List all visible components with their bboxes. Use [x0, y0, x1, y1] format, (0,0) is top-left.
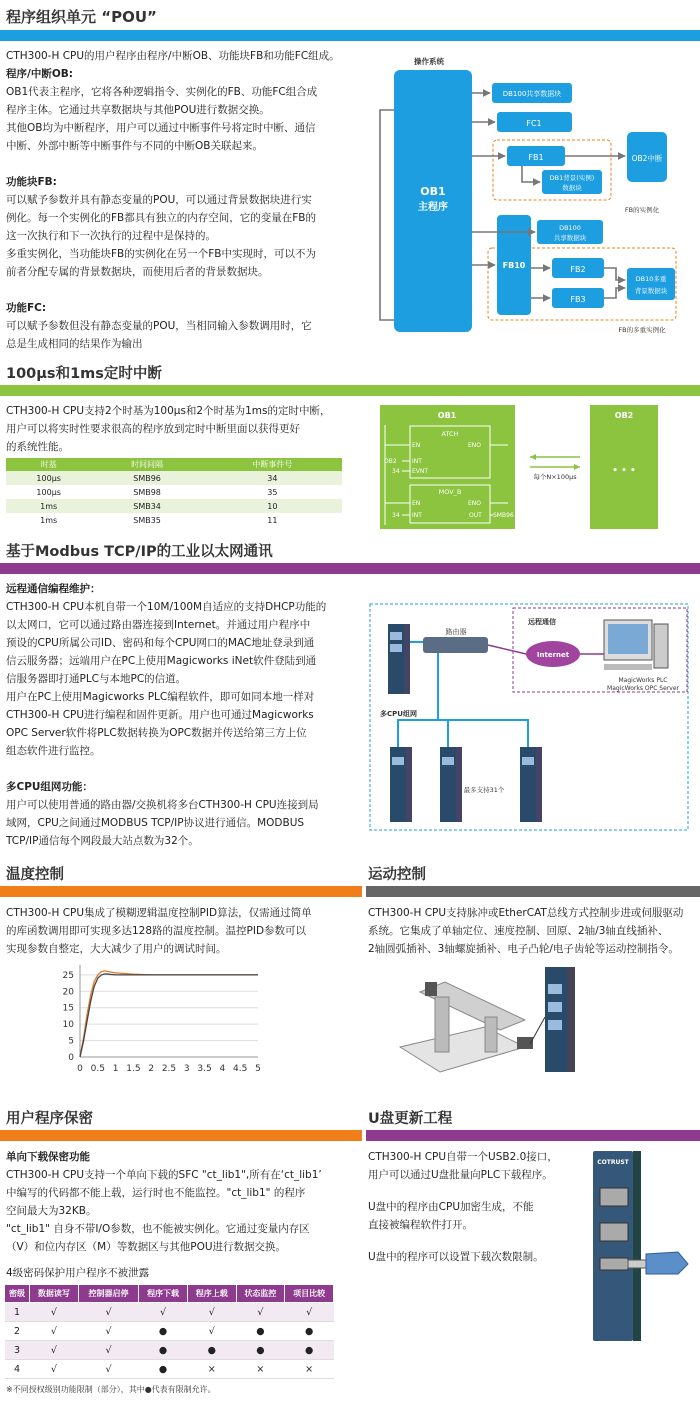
int-label: INT: [412, 512, 422, 519]
modbus-line: 信云服务器；远端用户在PC上使用Magicworks iNet软件登陆到通: [6, 655, 317, 667]
plc-side: [633, 1151, 641, 1341]
motion-line: 系统。它集成了单轴定位、速度控制、回原、2轴/3轴直线插补、: [368, 925, 669, 937]
fc-line: 总是生成相同的结果作为输出: [6, 338, 143, 350]
db10-label-a: DB10多重: [635, 275, 667, 283]
timer-line: 的系统性能。: [6, 441, 69, 453]
ob-line: 其他OB均为中断程序，用户可以通过中断事件号将定时中断、通信: [6, 122, 316, 134]
timer-text: [6, 402, 371, 456]
arrow-lines: [530, 457, 580, 467]
motion-title-bar: [366, 886, 700, 897]
cpu-node: [390, 747, 412, 822]
modbus-line: 用户在PC上使用Magicworks PLC编程软件，即可如同本地一样对: [6, 691, 315, 703]
temp-line: 实现参数自整定，大大减少了用户的调试时间。: [6, 943, 227, 955]
protect-line: 空间最大为32KB。: [6, 1205, 97, 1217]
usb-text: [368, 1148, 583, 1266]
ob2-label: OB2中断: [631, 154, 663, 163]
remote-label: 远程通信: [528, 618, 556, 626]
y-tick-label: 20: [62, 987, 74, 998]
fb-line: 例化。每一个实例化的FB都具有独立的内存空间，它的变量在FB的: [6, 212, 316, 224]
table-header: 时间间隔: [91, 458, 202, 471]
fb-line: 多重实例化，当功能块FB的实例化在另一个FB中实现时，可以不为: [6, 248, 316, 260]
table-row: 1 √ √ √ √ √ √: [5, 1303, 334, 1322]
db100-shared-label: DB100共享数据块: [502, 90, 562, 98]
network-diagram: [368, 602, 693, 834]
db100-label-a: DB100: [559, 224, 581, 232]
en-label: EN: [412, 442, 421, 449]
modbus-line: CTH300-H CPU进行编程和固件更新。用户也可通过Magicworks: [6, 709, 314, 721]
usb-plc-image: [588, 1148, 698, 1343]
cpu-node: [440, 747, 462, 822]
usb-line: 用户可以通过U盘批量向PLC下载程序。: [368, 1169, 553, 1181]
cpu-module: [388, 624, 410, 694]
fb-heading: 功能块FB:: [6, 176, 57, 188]
table-row: 1ms SMB35 11: [40, 515, 278, 525]
x-tick-label: 1: [112, 1064, 119, 1074]
table-header: 密级: [5, 1285, 30, 1303]
ob-heading: 程序/中断OB:: [6, 68, 73, 80]
ob1-label: OB1: [420, 185, 446, 198]
temp-line: CTH300-H CPU集成了模糊逻辑温度控制PID算法，仅需通过简单: [6, 907, 312, 919]
fb-instance-label: FB的实例化: [624, 206, 660, 214]
motion-line: 2轴圆弧插补、3轴螺旋插补、电子凸轮/电子齿轮等运动控制指令。: [368, 943, 679, 955]
modbus-line: 预设的CPU所属公司ID、密码和每个CPU网口的MAC地址登录到通: [6, 637, 315, 649]
x-tick-label: 1.5: [126, 1064, 141, 1074]
pou-title: 程序组织单元 “POU”: [6, 8, 157, 26]
ob-line: 中断、外部中断等中断事件与不同的中断OB关联起来。: [6, 140, 263, 152]
y-tick-label: 5: [68, 1036, 74, 1047]
table-header: 程序下载: [139, 1285, 188, 1303]
usb-title-bar: [366, 1130, 700, 1141]
motion-text: [368, 904, 700, 958]
modbus-line: CTH300-H CPU本机自带一个10M/100M自适应的支持DHCP功能的: [6, 601, 327, 613]
fb10-label: FB10: [502, 261, 526, 270]
modbus-line: 用户可以使用普通的路由器/交换机将多台CTH300-H CPU连接到局: [6, 799, 319, 811]
os-label: 操作系统: [414, 57, 444, 66]
y-tick-label: 0: [68, 1053, 74, 1063]
ob-line: 程序主体。它通过共享数据块与其他POU进行数据交换。: [6, 104, 270, 116]
temp-title-bar: [0, 886, 362, 897]
lan-lines: [398, 653, 528, 747]
db1-label-a: DB1背景(实例): [549, 174, 595, 182]
plc-module-image: [545, 967, 575, 1072]
db100-label-b: 共享数据块: [553, 234, 587, 242]
x-tick-label: 0.5: [90, 1064, 105, 1074]
max-nodes-label: 最多支持31个: [463, 786, 505, 794]
series-line-1: [80, 971, 258, 1057]
ob-line: OB1代表主程序，它将各种逻辑指令、实例化的FB、功能FC组合成: [6, 86, 318, 98]
pc-label: MagicWorks PLC: [618, 677, 668, 684]
x-tick-label: 4: [219, 1064, 226, 1074]
fb-multi-label: FB的多重实例化: [618, 326, 666, 334]
x-tick-label: 5: [255, 1064, 261, 1074]
pc-icon: [604, 620, 668, 670]
temp-line: 的库函数调用即可实现多达128路的温度控制。温控PID参数可以: [6, 925, 307, 937]
table-header: 中断事件号: [203, 458, 342, 471]
modbus-line: 组态软件进行监控。: [6, 745, 101, 757]
modbus-text: [6, 580, 366, 850]
table-row: 1ms SMB34 10: [6, 499, 342, 513]
usb-line: U盘中的程序由CPU加密生成，不能: [368, 1201, 534, 1213]
x-tick-label: 3: [183, 1064, 190, 1074]
usb-title: U盘更新工程: [368, 1111, 453, 1127]
table-header: 时基: [6, 458, 91, 471]
db10-box: [627, 268, 675, 300]
y-tick-label: 10: [62, 1020, 74, 1031]
ob1-sub: 主程序: [418, 202, 448, 213]
usb-drive: [646, 1252, 688, 1274]
table-row: 2 √ √ ● √ ● ●: [5, 1322, 334, 1341]
en-label: EN: [412, 500, 421, 507]
usb-line: CTH300-H CPU自带一个USB2.0接口，: [368, 1151, 558, 1163]
cable-line: [530, 1017, 545, 1044]
ob1-panel-label: OB1: [437, 411, 457, 420]
table-header: 控制器启停: [78, 1285, 138, 1303]
ethernet-port: [600, 1223, 628, 1241]
timer-title: 100µs和1ms定时中断: [6, 366, 162, 382]
motion-line: CTH300-H CPU支持脉冲或EtherCAT总线方式控制步进或伺服驱动: [368, 907, 684, 919]
atch-label: ATCH: [441, 430, 459, 438]
db1-label-b: 数据块: [562, 184, 582, 192]
protect-line: 中编写的代码都不能上载，运行时也不能监控。"ct_lib1" 的程序: [6, 1187, 306, 1199]
table-header: 程序上载: [187, 1285, 236, 1303]
out-label: OUT: [469, 512, 482, 519]
modbus-line: 域网，CPU之间通过MODBUS TCP/IP协议进行通信。MODBUS: [6, 817, 305, 829]
x-tick-label: 3.5: [197, 1064, 212, 1074]
motion-illustration: [395, 962, 595, 1082]
remote-heading: 远程通信编程维护：: [6, 583, 101, 595]
y-tick-label: 25: [62, 970, 74, 981]
ob2-input-label: OB2: [384, 458, 397, 465]
fc-heading: 功能FC:: [6, 302, 47, 314]
smb96-label: SMB96: [493, 512, 514, 519]
protect-line: （V）和位内存区（M）等数据区与其他POU进行数据交换。: [6, 1241, 287, 1253]
multi-heading: 多CPU组网功能：: [6, 781, 93, 793]
ob1-block: [394, 70, 472, 332]
event-34-label: 34: [392, 468, 400, 475]
eno-label: ENO: [468, 442, 482, 449]
table-footnote: ※不同授权级别功能限制（部分），其中●代表有限制允许。: [6, 1385, 216, 1394]
timer-line: 用户可以将实时性要求很高的程序放到定时中断里面以获得更好: [6, 423, 300, 435]
event-34-label: 34: [392, 512, 400, 519]
fb2-label: FB2: [570, 265, 586, 274]
movb-label: MOV_B: [438, 488, 462, 496]
fc-line: 可以赋予参数但没有静态变量的POU，当相同输入参数调用时，它: [6, 320, 312, 332]
modbus-line: OPC Server软件将PLC数据转换为OPC数据并传送给第三方上位: [6, 727, 307, 739]
usb-port: [600, 1258, 628, 1270]
fc1-label: FC1: [526, 119, 542, 128]
modbus-line: TCP/IP通信每个网段最大站点数为32个。: [6, 835, 199, 847]
x-tick-label: 2.5: [161, 1064, 177, 1074]
fb-line: 前者分配专属的背景数据块，而使用后者的背景数据块。: [6, 266, 269, 278]
table-row: 4 √ √ ● × × ×: [5, 1360, 334, 1379]
password-caption: 4级密码保护用户程序不被泄露: [6, 1267, 150, 1279]
table-row: 100µs SMB96 34: [6, 471, 342, 485]
evnt-label: EVNT: [412, 468, 429, 475]
table-header: 数据读写: [30, 1285, 79, 1303]
modbus-line: 以太网口，它可以通过路由器连接到Internet。并通过用户程序中: [6, 619, 311, 631]
password-table: [4, 1284, 334, 1379]
brand-logo: COTRUST: [597, 1159, 629, 1166]
internet-label: Internet: [536, 651, 570, 659]
gantry-image: [400, 982, 533, 1072]
x-tick-label: 2: [148, 1064, 155, 1074]
pou-text: [6, 47, 371, 353]
protect-subheading: 单向下载保密功能: [6, 1151, 90, 1163]
temperature-chart: [40, 960, 280, 1080]
protect-title-bar: [0, 1130, 362, 1141]
x-tick-label: 0: [77, 1064, 83, 1074]
y-tick-label: 15: [62, 1003, 74, 1014]
modbus-title-bar: [0, 563, 700, 574]
timer-line: CTH300-H CPU支持2个时基为100µs和2个时基为1ms的定时中断，: [6, 405, 331, 417]
pou-intro: CTH300-H CPU的用户程序由程序/中断OB、功能块FB和功能FC组成。: [6, 50, 340, 62]
fb-line: 可以赋予参数并具有静态变量的POU，可以通过背景数据块进行实: [6, 194, 312, 206]
fb-line: 这一次执行和下一次执行的过程中是保持的。: [6, 230, 216, 242]
timer-table: [6, 458, 342, 527]
db10-label-b: 背景数据块: [634, 287, 668, 295]
cpu-node: [520, 747, 542, 822]
modbus-title: 基于Modbus TCP/IP的工业以太网通讯: [6, 544, 273, 560]
ob1-panel: [380, 405, 515, 529]
timer-diagram: [380, 405, 680, 530]
table-row: 3 √ √ ● ● ● ●: [5, 1341, 334, 1360]
ellipsis: • • •: [612, 466, 636, 476]
plc-body: [593, 1151, 633, 1341]
protect-text: [6, 1148, 368, 1282]
router-icon: [423, 637, 488, 653]
fb3-label: FB3: [570, 295, 586, 304]
temp-title: 温度控制: [6, 867, 64, 883]
modbus-line: 信服务器即打通PLC与本地PC的信道。: [6, 673, 187, 685]
x-tick-label: 4.5: [233, 1064, 248, 1074]
multi-label: 多CPU组网: [380, 710, 417, 718]
table-row: 100µs SMB98 35: [36, 487, 278, 497]
pc-label: MagicWorks OPC Server: [607, 685, 679, 692]
motion-title: 运动控制: [368, 867, 426, 883]
fb1-label: FB1: [528, 153, 544, 162]
interval-label: 每个N×100µs: [533, 473, 577, 481]
table-header: 状态监控: [236, 1285, 285, 1303]
series-line-2: [80, 974, 258, 1057]
protect-line: CTH300-H CPU支持一个单向下载的SFC "ct_lib1",所有在‘ct_lib1’: [6, 1169, 322, 1181]
table-header: 项目比较: [285, 1285, 334, 1303]
usb-line: 直接被编程软件打开。: [368, 1219, 473, 1231]
ethernet-port: [600, 1188, 628, 1206]
timer-title-bar: [0, 385, 700, 396]
ob2-panel-label: OB2: [614, 411, 634, 420]
usb-plug: [628, 1260, 646, 1268]
int-label: INT: [412, 458, 422, 465]
pou-title-bar: [0, 30, 700, 41]
pou-diagram: [372, 50, 697, 340]
temp-text: [6, 904, 366, 958]
protect-line: "ct_lib1" 自身不带I/O参数，也不能被实例化。它通过变量内存区: [6, 1223, 310, 1235]
protect-title: 用户程序保密: [6, 1111, 93, 1127]
router-label: 路由器: [445, 628, 467, 636]
eno-label: ENO: [468, 500, 482, 507]
usb-line: U盘中的程序可以设置下载次数限制。: [368, 1251, 544, 1263]
